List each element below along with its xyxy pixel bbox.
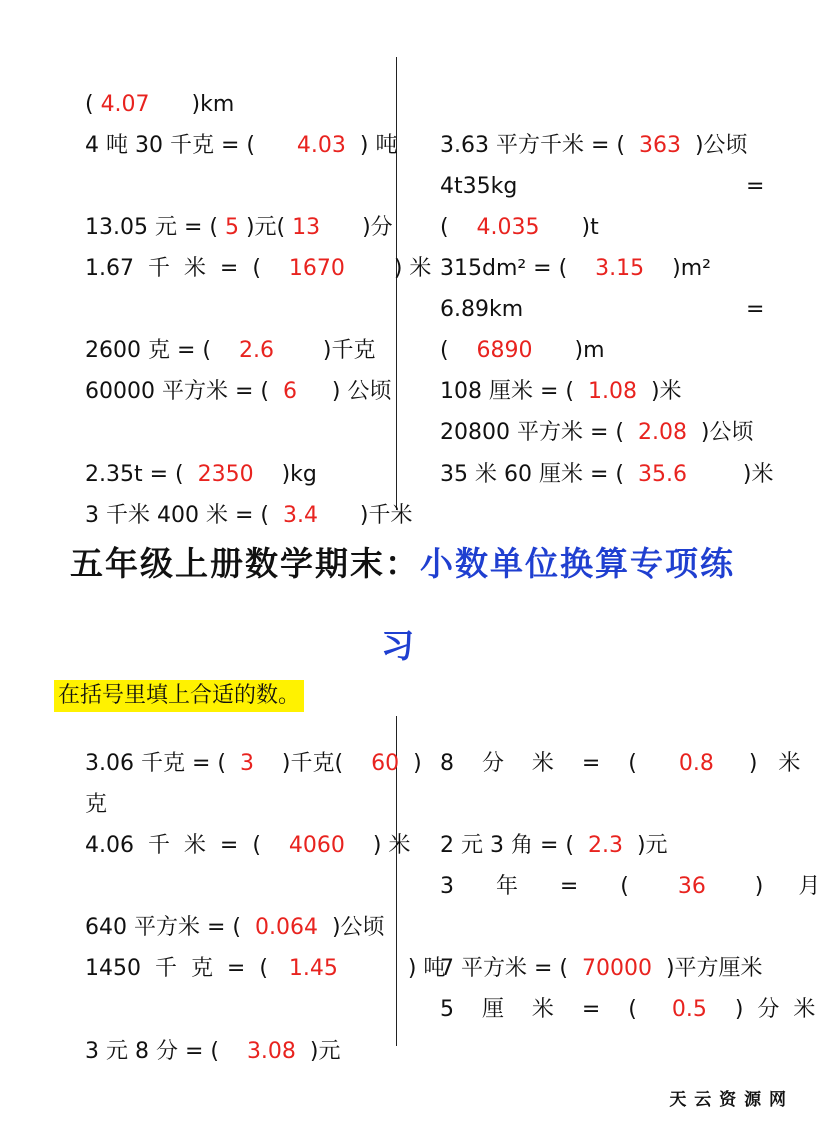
problem-line: 60000 平方米 = ( 6 ) 公顷 — [84, 379, 392, 404]
problem-line: 4 吨 30 千克 = ( 4.03 ) 吨 — [84, 133, 398, 158]
problem-line: 13.05 元 = ( 5 )元( 13 )分 — [84, 215, 393, 240]
page-title: 五年级上册数学期末：小数单位换算专项练 — [70, 544, 735, 583]
problem-line: 3.63 平方千米 = ( 363 )公顷 — [439, 133, 748, 158]
instruction-label: 在括号里填上合适的数。 — [54, 680, 304, 712]
problem-line: 6.89km — [439, 297, 524, 322]
problem-line: 3 千米 400 米 = ( 3.4 )千米 — [84, 503, 413, 528]
problem-line: 1.67 千 米 = ( 1670 ) 米 — [84, 256, 432, 281]
page-title-continued: 习 — [381, 626, 416, 665]
problem-line: 2600 克 = ( 2.6 )千克 — [84, 338, 376, 363]
site-watermark: 天 云 资 源 网 — [669, 1090, 787, 1110]
problem-line: 2 元 3 角 = ( 2.3 )元 — [439, 833, 668, 858]
problem-line: 108 厘米 = ( 1.08 )米 — [439, 379, 682, 404]
problem-line: 1450 千 克 = ( 1.45 ) 吨 — [84, 956, 446, 981]
problem-line: 8 分 米 = ( 0.8 ) 米 — [439, 751, 801, 776]
problem-line: 4t35kg — [439, 174, 518, 199]
problem-line: 3 元 8 分 = ( 3.08 )元 — [84, 1039, 341, 1064]
problem-line: 315dm² = ( 3.15 )m² — [439, 256, 711, 281]
problem-line: 7 平方米 = ( 70000 )平方厘米 — [439, 956, 763, 981]
problem-line: 35 米 60 厘米 = ( 35.6 )米 — [439, 462, 774, 487]
problem-line: 5 厘 米 = ( 0.5 ) 分 米 — [439, 997, 816, 1022]
problem-line: ( 6890 )m — [439, 338, 605, 363]
problem-line: 4.06 千 米 = ( 4060 ) 米 — [84, 833, 411, 858]
problem-line: 3 年 = ( 36 ) 月 — [439, 874, 820, 899]
problem-line: 3.06 千克 = ( 3 )千克( 60 ) — [84, 751, 422, 776]
problem-line: 2.35t = ( 2350 )kg — [84, 462, 317, 487]
problem-line: 克 — [84, 792, 107, 817]
equals-sign: = — [745, 174, 765, 199]
problem-line: ( 4.07 )km — [84, 92, 235, 117]
problem-line: 640 平方米 = ( 0.064 )公顷 — [84, 915, 385, 940]
equals-sign: = — [745, 297, 765, 322]
problem-line: ( 4.035 )t — [439, 215, 599, 240]
problem-line: 20800 平方米 = ( 2.08 )公顷 — [439, 420, 754, 445]
